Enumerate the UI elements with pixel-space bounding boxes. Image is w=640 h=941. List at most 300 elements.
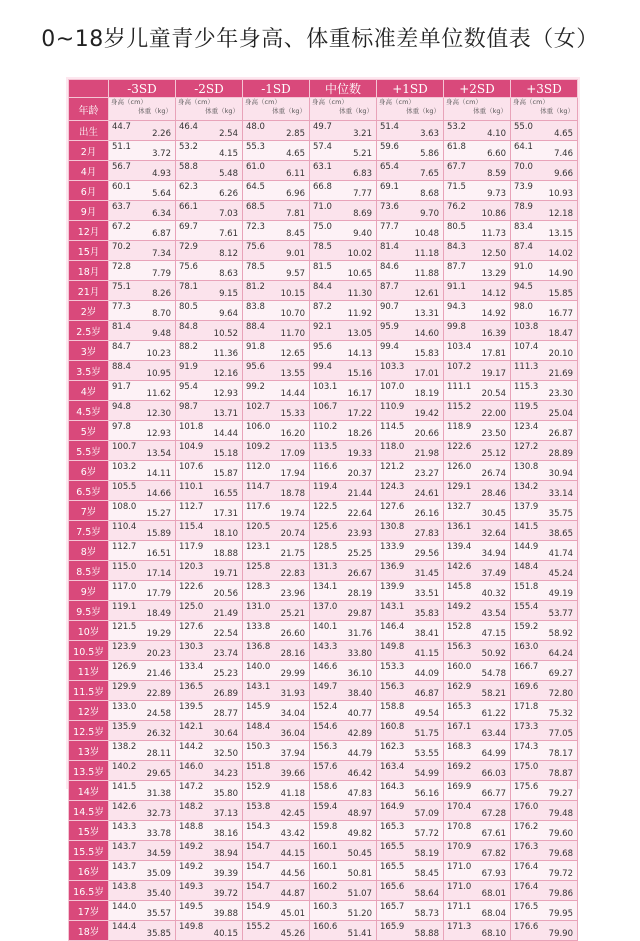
height-value: 110.9	[380, 402, 405, 412]
weight-value: 29.99	[280, 669, 305, 679]
value-cell	[176, 821, 243, 841]
value-cell	[109, 401, 176, 421]
value-cell	[310, 921, 377, 941]
table-row	[69, 121, 578, 141]
weight-value: 12.30	[146, 409, 171, 419]
height-value: 176.0	[514, 802, 539, 812]
height-value: 110.1	[179, 482, 204, 492]
height-value: 156.3	[447, 642, 472, 652]
weight-value: 79.60	[548, 829, 573, 839]
value-cell	[243, 661, 310, 681]
height-value: 72.9	[179, 242, 198, 252]
value-cell	[310, 361, 377, 381]
value-cell	[444, 401, 511, 421]
value-cell	[377, 301, 444, 321]
height-value: 142.1	[179, 722, 204, 732]
height-value: 150.3	[246, 742, 271, 752]
column-header-7: +3SD	[511, 80, 578, 98]
table-row	[69, 301, 578, 321]
weight-value: 32.73	[146, 809, 171, 819]
value-cell	[377, 501, 444, 521]
height-value: 154.7	[246, 842, 271, 852]
value-cell	[243, 181, 310, 201]
weight-value: 8.45	[286, 229, 305, 239]
height-value: 122.6	[179, 582, 204, 592]
table-row	[69, 501, 578, 521]
height-value: 51.4	[380, 122, 399, 132]
weight-value: 3.21	[353, 129, 372, 139]
weight-value: 23.96	[280, 589, 305, 599]
height-value: 154.9	[246, 902, 271, 912]
weight-value: 5.48	[219, 169, 238, 179]
age-cell: 14.5岁	[69, 801, 109, 821]
weight-value: 40.15	[213, 929, 238, 939]
value-cell	[310, 381, 377, 401]
weight-value: 35.09	[146, 869, 171, 879]
value-cell	[377, 661, 444, 681]
height-value: 140.2	[112, 762, 137, 772]
weight-value: 67.93	[481, 869, 506, 879]
value-cell	[444, 701, 511, 721]
value-cell	[444, 841, 511, 861]
height-value: 95.9	[380, 322, 399, 332]
value-cell	[243, 801, 310, 821]
value-cell	[243, 541, 310, 561]
height-value: 104.9	[179, 442, 204, 452]
height-value: 78.5	[313, 242, 332, 252]
value-cell	[310, 681, 377, 701]
height-value: 94.8	[112, 402, 131, 412]
height-value: 149.2	[179, 842, 204, 852]
weight-value: 44.79	[347, 749, 372, 759]
weight-value: 28.19	[347, 589, 372, 599]
height-value: 139.4	[447, 542, 472, 552]
value-cell	[444, 221, 511, 241]
height-value: 158.8	[380, 702, 405, 712]
value-cell	[243, 881, 310, 901]
weight-value: 30.64	[213, 729, 238, 739]
value-cell	[310, 821, 377, 841]
height-value: 125.6	[313, 522, 338, 532]
value-cell	[377, 801, 444, 821]
height-value: 165.9	[380, 922, 405, 932]
weight-value: 4.65	[286, 149, 305, 159]
weight-value: 8.68	[420, 189, 439, 199]
weight-value: 14.12	[481, 289, 506, 299]
height-value: 142.6	[447, 562, 472, 572]
value-cell	[109, 321, 176, 341]
value-cell	[109, 861, 176, 881]
height-value: 154.7	[246, 862, 271, 872]
weight-value: 25.21	[280, 609, 305, 619]
value-cell	[310, 701, 377, 721]
height-value: 175.6	[514, 782, 539, 792]
table-row	[69, 401, 578, 421]
value-cell	[444, 801, 511, 821]
height-value: 59.6	[380, 142, 399, 152]
height-value: 97.8	[112, 422, 131, 432]
weight-value: 64.99	[481, 749, 506, 759]
height-value: 171.0	[447, 882, 472, 892]
age-cell: 6岁	[69, 461, 109, 481]
value-cell	[444, 201, 511, 221]
value-cell	[377, 561, 444, 581]
height-unit-label: 身高（cm）	[178, 98, 214, 106]
height-value: 159.4	[313, 802, 338, 812]
height-value: 117.0	[112, 582, 137, 592]
table-row	[69, 901, 578, 921]
height-value: 105.5	[112, 482, 137, 492]
weight-value: 40.77	[347, 709, 372, 719]
weight-value: 7.77	[353, 189, 372, 199]
value-cell	[176, 841, 243, 861]
value-cell	[444, 121, 511, 141]
height-value: 112.7	[179, 502, 204, 512]
height-value: 94.3	[447, 302, 466, 312]
height-value: 49.7	[313, 122, 332, 132]
weight-value: 33.14	[548, 489, 573, 499]
weight-value: 9.73	[487, 189, 506, 199]
value-cell	[176, 601, 243, 621]
weight-value: 66.77	[481, 789, 506, 799]
weight-value: 58.21	[481, 689, 506, 699]
height-value: 84.3	[447, 242, 466, 252]
value-cell	[511, 461, 578, 481]
height-value: 71.5	[447, 182, 466, 192]
age-cell: 13.5岁	[69, 761, 109, 781]
height-value: 75.0	[313, 222, 332, 232]
value-cell	[176, 881, 243, 901]
value-cell	[109, 721, 176, 741]
height-value: 75.6	[246, 242, 265, 252]
age-cell: 2月	[69, 141, 109, 161]
height-value: 133.0	[112, 702, 137, 712]
age-cell: 11岁	[69, 661, 109, 681]
table-row	[69, 921, 578, 941]
weight-value: 51.20	[347, 909, 372, 919]
value-cell	[243, 221, 310, 241]
age-cell: 17岁	[69, 901, 109, 921]
weight-value: 35.80	[213, 789, 238, 799]
table-row	[69, 621, 578, 641]
weight-value: 31.38	[146, 789, 171, 799]
value-cell	[511, 601, 578, 621]
weight-value: 12.16	[213, 369, 238, 379]
value-cell	[444, 561, 511, 581]
height-value: 98.7	[179, 402, 198, 412]
value-cell	[109, 681, 176, 701]
weight-value: 18.19	[414, 389, 439, 399]
height-value: 58.8	[179, 162, 198, 172]
weight-value: 10.02	[347, 249, 372, 259]
height-value: 137.9	[514, 502, 539, 512]
height-value: 115.2	[447, 402, 472, 412]
weight-value: 40.32	[481, 589, 506, 599]
value-cell	[243, 601, 310, 621]
height-value: 56.7	[112, 162, 131, 172]
value-cell	[377, 401, 444, 421]
value-cell	[109, 901, 176, 921]
weight-unit-label: 体重（kg）	[473, 107, 507, 115]
weight-value: 42.89	[347, 729, 372, 739]
height-value: 141.5	[514, 522, 539, 532]
value-cell	[243, 461, 310, 481]
weight-value: 25.12	[481, 449, 506, 459]
height-value: 160.3	[313, 902, 338, 912]
weight-value: 34.04	[280, 709, 305, 719]
value-cell	[176, 261, 243, 281]
value-cell	[176, 141, 243, 161]
weight-value: 79.90	[548, 929, 573, 939]
height-value: 144.9	[514, 542, 539, 552]
height-value: 87.7	[447, 262, 466, 272]
weight-value: 11.62	[146, 389, 171, 399]
value-cell	[377, 641, 444, 661]
weight-value: 15.85	[548, 289, 573, 299]
value-cell	[377, 701, 444, 721]
sd-table	[68, 79, 578, 941]
value-cell	[109, 781, 176, 801]
weight-value: 78.17	[548, 749, 573, 759]
weight-value: 24.61	[414, 489, 439, 499]
table-row	[69, 601, 578, 621]
weight-value: 20.23	[146, 649, 171, 659]
height-value: 148.4	[514, 562, 539, 572]
weight-value: 31.76	[347, 629, 372, 639]
value-cell	[444, 901, 511, 921]
height-value: 84.7	[112, 342, 131, 352]
table-row	[69, 321, 578, 341]
weight-value: 25.23	[213, 669, 238, 679]
weight-value: 38.65	[548, 529, 573, 539]
weight-value: 58.73	[414, 909, 439, 919]
height-value: 152.8	[447, 622, 472, 632]
age-cell: 出生	[69, 121, 109, 141]
value-cell	[176, 481, 243, 501]
height-value: 170.8	[447, 822, 472, 832]
height-value: 112.7	[112, 542, 137, 552]
height-value: 99.4	[380, 342, 399, 352]
height-value: 102.7	[246, 402, 271, 412]
value-cell	[310, 801, 377, 821]
value-cell	[511, 801, 578, 821]
value-cell	[176, 301, 243, 321]
height-value: 165.7	[380, 902, 405, 912]
height-value: 126.9	[112, 662, 137, 672]
height-value: 55.3	[246, 142, 265, 152]
height-value: 75.1	[112, 282, 131, 292]
height-value: 163.4	[380, 762, 405, 772]
unit-labels	[511, 98, 578, 121]
height-value: 110.2	[313, 422, 338, 432]
value-cell	[377, 841, 444, 861]
value-cell	[511, 561, 578, 581]
weight-value: 34.23	[213, 769, 238, 779]
weight-value: 58.64	[414, 889, 439, 899]
height-value: 136.9	[380, 562, 405, 572]
value-cell	[243, 741, 310, 761]
value-cell	[377, 541, 444, 561]
weight-value: 72.80	[548, 689, 573, 699]
height-value: 78.1	[179, 282, 198, 292]
value-cell	[310, 661, 377, 681]
weight-value: 57.09	[414, 809, 439, 819]
height-value: 98.0	[514, 302, 533, 312]
value-cell	[310, 761, 377, 781]
height-value: 117.6	[246, 502, 271, 512]
weight-value: 18.26	[347, 429, 372, 439]
header-corner	[69, 80, 109, 98]
weight-value: 36.10	[347, 669, 372, 679]
value-cell	[377, 601, 444, 621]
value-cell	[243, 381, 310, 401]
height-value: 144.0	[112, 902, 137, 912]
age-cell: 5岁	[69, 421, 109, 441]
value-cell	[109, 441, 176, 461]
value-cell	[176, 221, 243, 241]
unit-labels	[176, 98, 243, 121]
value-cell	[511, 361, 578, 381]
weight-value: 61.22	[481, 709, 506, 719]
column-header-2: -2SD	[176, 80, 243, 98]
value-cell	[511, 501, 578, 521]
height-value: 111.1	[447, 382, 472, 392]
value-cell	[377, 221, 444, 241]
value-cell	[176, 701, 243, 721]
value-cell	[377, 861, 444, 881]
table-row	[69, 581, 578, 601]
height-value: 125.8	[246, 562, 271, 572]
height-value: 87.2	[313, 302, 332, 312]
height-value: 176.4	[514, 862, 539, 872]
value-cell	[176, 521, 243, 541]
height-value: 135.9	[112, 722, 137, 732]
value-cell	[444, 741, 511, 761]
weight-value: 12.93	[146, 429, 171, 439]
value-cell	[109, 561, 176, 581]
height-value: 77.7	[380, 222, 399, 232]
value-cell	[243, 161, 310, 181]
height-value: 168.3	[447, 742, 472, 752]
weight-value: 35.85	[146, 929, 171, 939]
value-cell	[310, 421, 377, 441]
value-cell	[243, 521, 310, 541]
height-value: 61.0	[246, 162, 265, 172]
value-cell	[377, 721, 444, 741]
table-row	[69, 361, 578, 381]
weight-value: 50.45	[347, 849, 372, 859]
weight-value: 23.50	[481, 429, 506, 439]
value-cell	[377, 741, 444, 761]
value-cell	[310, 721, 377, 741]
weight-value: 46.87	[414, 689, 439, 699]
height-value: 149.5	[179, 902, 204, 912]
height-value: 99.2	[246, 382, 265, 392]
weight-value: 68.01	[481, 889, 506, 899]
height-value: 171.0	[447, 862, 472, 872]
weight-value: 10.48	[414, 229, 439, 239]
age-cell: 5.5岁	[69, 441, 109, 461]
unit-labels	[377, 98, 444, 121]
weight-value: 44.15	[280, 849, 305, 859]
height-value: 140.0	[246, 662, 271, 672]
value-cell	[243, 361, 310, 381]
height-value: 171.3	[447, 922, 472, 932]
weight-value: 38.94	[213, 849, 238, 859]
weight-value: 19.74	[280, 509, 305, 519]
weight-value: 35.75	[548, 509, 573, 519]
weight-value: 18.49	[146, 609, 171, 619]
weight-value: 41.74	[548, 549, 573, 559]
value-cell	[176, 901, 243, 921]
height-value: 134.1	[313, 582, 338, 592]
weight-value: 21.46	[146, 669, 171, 679]
height-value: 143.3	[112, 822, 137, 832]
height-value: 106.0	[246, 422, 271, 432]
value-cell	[377, 481, 444, 501]
weight-value: 15.33	[280, 409, 305, 419]
weight-value: 9.66	[554, 169, 573, 179]
value-cell	[444, 181, 511, 201]
height-value: 131.3	[313, 562, 338, 572]
weight-value: 3.72	[152, 149, 171, 159]
weight-value: 10.95	[146, 369, 171, 379]
value-cell	[176, 381, 243, 401]
height-value: 154.3	[246, 822, 271, 832]
value-cell	[109, 481, 176, 501]
weight-unit-label: 体重（kg）	[138, 107, 172, 115]
value-cell	[310, 601, 377, 621]
weight-value: 26.67	[347, 569, 372, 579]
value-cell	[109, 621, 176, 641]
data-table-sheet	[66, 77, 580, 939]
value-cell	[511, 241, 578, 261]
height-value: 149.2	[179, 862, 204, 872]
age-cell: 21月	[69, 281, 109, 301]
value-cell	[310, 841, 377, 861]
weight-value: 17.94	[280, 469, 305, 479]
age-cell: 14岁	[69, 781, 109, 801]
weight-value: 14.13	[347, 349, 372, 359]
height-value: 170.9	[447, 842, 472, 852]
weight-value: 46.42	[347, 769, 372, 779]
weight-value: 18.88	[213, 549, 238, 559]
height-value: 133.9	[380, 542, 405, 552]
table-row	[69, 761, 578, 781]
table-row	[69, 141, 578, 161]
height-value: 109.2	[246, 442, 271, 452]
height-value: 64.5	[246, 182, 265, 192]
value-cell	[377, 881, 444, 901]
height-value: 153.8	[246, 802, 271, 812]
height-value: 115.0	[112, 562, 137, 572]
weight-value: 20.66	[414, 429, 439, 439]
height-value: 149.7	[313, 682, 338, 692]
value-cell	[243, 701, 310, 721]
value-cell	[109, 461, 176, 481]
value-cell	[109, 181, 176, 201]
value-cell	[243, 781, 310, 801]
age-cell: 4.5岁	[69, 401, 109, 421]
height-value: 71.0	[313, 202, 332, 212]
age-cell: 6月	[69, 181, 109, 201]
age-cell: 15岁	[69, 821, 109, 841]
age-cell: 13岁	[69, 741, 109, 761]
age-cell: 11.5岁	[69, 681, 109, 701]
age-cell: 16.5岁	[69, 881, 109, 901]
age-column-header: 年龄	[69, 98, 109, 121]
weight-value: 5.21	[353, 149, 372, 159]
